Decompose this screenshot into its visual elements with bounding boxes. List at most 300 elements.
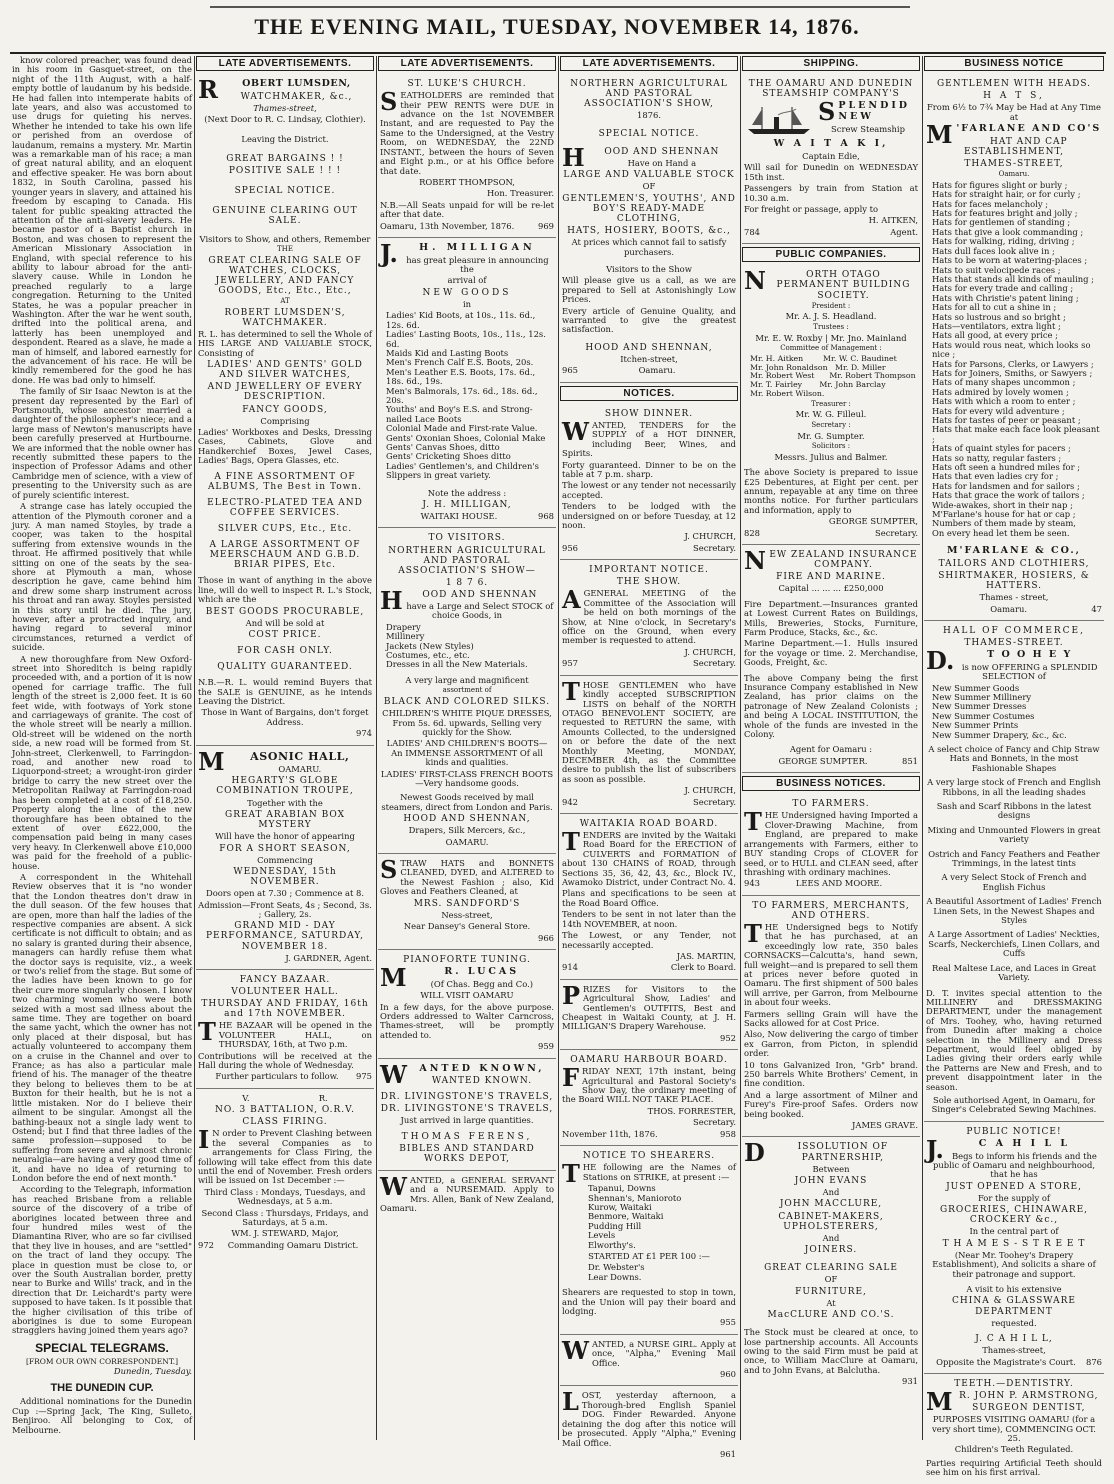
column-late-ads-3 <box>560 56 738 1459</box>
ad-body: ANTED, a GENERAL SERVANT and a NURSEMAID. Apply to Mrs. Allen, Bank of New Zealand, Oamaru. <box>380 1175 554 1214</box>
hat-line: On every head let them be seen. <box>932 527 1070 538</box>
ad-line: Mr. G. Sumpter. <box>797 430 865 441</box>
ad-line: Thames - street, <box>979 592 1049 603</box>
ad-line: At <box>826 1297 836 1308</box>
notices-header: NOTICES. <box>560 386 738 401</box>
ad-line: WEDNESDAY, 15th NOVEMBER. <box>233 867 337 888</box>
goods-item: Sash and Scarf Ribbons in the latest designs <box>936 801 1092 821</box>
news-paragraphs <box>12 56 192 1336</box>
goods-item: Jackets (New Styles) <box>386 640 474 651</box>
hat-line: Hats that grace the work of tailors ; <box>932 490 1085 501</box>
goods-item: A Beautiful Assortment of Ladies' French Linen Sets, in the Newest Shapes and Styles <box>926 896 1102 926</box>
goods-item: A select choice of Fancy and Chip Straw Hats and Bonnets, in the most Fashionable Shapes <box>928 743 1100 773</box>
ad-line: LADIES' AND GENTS' GOLD AND SILVER WATCHES, <box>207 360 363 381</box>
ad-title: IMPORTANT NOTICE. <box>589 565 709 576</box>
ad-line: requested. <box>991 1317 1037 1328</box>
ad-title: H. MILLIGAN <box>419 241 536 253</box>
ad-title: ISSOLUTION OF PARTNERSHIP, <box>797 1142 889 1163</box>
ad-line: C A H I L L <box>978 1137 1071 1149</box>
ad-signature: THOMAS FERENS, <box>401 1131 533 1142</box>
ad-line: FANCY GOODS, <box>242 404 328 415</box>
drop-cap: J. <box>380 238 398 268</box>
ad-line: FURNITURE, <box>795 1286 867 1297</box>
hat-line: Hats that stands all kinds of mauling ; <box>932 273 1094 284</box>
drop-cap: T <box>198 1017 216 1047</box>
ad-body: HE Undersigned having Imported a Clover-Drawing Machine, from England, are prepared to make arrangements with Farmers, either to BUY standing Crops of CLOVER for seed, or to HULL and CLEAN seed, after thrashing with ordinary machines. <box>744 810 918 877</box>
ad-line: THE SHOW. <box>616 577 682 588</box>
ad-steamship <box>742 74 920 244</box>
ad-title: SHOW DINNER. <box>604 408 694 419</box>
ad-benevolent <box>560 676 738 814</box>
hat-line: Hats for landsmen and for sailors ; <box>932 480 1080 491</box>
ad-fancy-bazaar <box>196 970 374 1089</box>
ad-number: 931 <box>902 1376 918 1387</box>
ad-signature: LEES AND MOORE. <box>795 878 883 889</box>
column-header: SHIPPING. <box>742 56 920 71</box>
hat-line: Hats with Christie's patent lining ; <box>932 292 1079 303</box>
ad-cahill <box>924 1122 1104 1374</box>
ad-line: WILL VISIT OAMARU <box>420 990 514 1001</box>
ad-line: N.B.—All Seats unpaid for will be re-let after that date. <box>380 199 554 220</box>
ad-line: AT <box>280 297 290 306</box>
ad-line: assortment of <box>442 686 492 695</box>
drop-cap: J. <box>926 1134 944 1164</box>
hat-line: Hats to be worn at watering-places ; <box>932 255 1088 266</box>
ad-line: in <box>462 298 472 309</box>
ad-title: NORTHERN AGRICULTURAL AND PASTORAL ASSOCIATION'S SHOW, <box>570 79 728 110</box>
ad-dentist <box>924 1374 1104 1484</box>
ad-line: THURSDAY AND FRIDAY, 16th and 17th NOVEMBER. <box>201 999 369 1020</box>
ad-line: Every article of Genuine Quality, and warranted to give the greatest satisfaction. <box>562 305 736 335</box>
drop-cap: R <box>198 75 218 105</box>
drop-cap: M <box>380 963 407 993</box>
ad-masonic-hall <box>196 746 374 970</box>
ad-title: NO. 3 BATTALION, O.R.V. <box>215 1105 355 1116</box>
ad-body: ANTED, TENDERS for the SUPPLY of a HOT DINNER, including Beer, Wines, and Spirits. <box>562 420 736 459</box>
ad-prizes <box>560 980 738 1050</box>
ad-body: ENDERS are invited by the Waitaki Road Board for the ERECTION of CULVERTS and FORMATION of about 130 CHAINS of ROAD, through Sections 35, 36, 42, 43, &c., Block IV., Awamoko District, under Contract No. 4. <box>562 830 736 888</box>
news-paragraph: know colored preacher, was found dead in his room in Gasquet-street, on the night of the 11th August, with a half-empty bottle of laudanum by his bedside. He had fallen into intemperate habits of late years, and also was accustomed to use drugs for quieting his nerves. Whether he intended to take his own life or perished from an overdose of laudanum, remains a mystery. Mr. Martin was a remarkable man of his race; a man of great natural ability, and an eloquent and effective speaker. He was born about 1832, in South Carolina, passed his younger years in slavery, and attained his freedom by escaping to Canada. His talent for public speaking attracted the attention of the anti-slavery leaders. He became pastor of a Baptist church in Boston, and was chosen to represent the American Missionary Association in England, with special reference to his ability to labour abroad for the anti-slavery cause. While in London he preached regularly to a large congregation. Returning to the United States, he was a popular preacher in Washington. After the war he went south, drifted into the political arena, and latterly has been unemployed and despondent. Reared as a slave, he made a man of himself, and labored earnestly for the advancement of his race. He will be kindly remembered for the good he has done. He was bad only to himself. <box>12 55 192 385</box>
column-shipping <box>742 56 920 1440</box>
ad-number: 968 <box>538 511 554 522</box>
drop-cap: T <box>744 807 762 837</box>
ad-line: Leaving the District. <box>241 133 329 144</box>
ad-nz-insurance <box>742 545 920 773</box>
ad-body: TRAW HATS and BONNETS CLEANED, DYED, and ALTERED to the Newest Fashion ; also, Kid Gloves and Feathers Cleaned, at <box>380 858 554 897</box>
ad-line: Together with the <box>247 797 323 808</box>
ad-line: BEST GOODS PROCURABLE, <box>205 606 365 617</box>
ad-to-visitors <box>378 528 556 854</box>
goods-item: Gents' Canvas Shoes, ditto <box>386 441 500 452</box>
goods-item: Colonial Made and First-rate Value. <box>386 423 538 434</box>
ad-line: Trustees : <box>813 322 849 331</box>
ad-line: STARTED AT £1 PER 100 :— <box>588 1251 710 1262</box>
ad-line: Just arrived in large quantities. <box>400 1115 534 1126</box>
ad-number: 972 <box>198 1239 214 1250</box>
ad-milligan <box>378 238 556 529</box>
ad-line: OF <box>642 181 656 192</box>
ad-line: NEW GOODS <box>422 287 512 298</box>
ad-line: SHIRTMAKER, HOSIERS, & HATTERS. <box>938 570 1090 592</box>
ad-line: Admission—Front Seats, 4s ; Second, 3s. ; Gallery, 2s. <box>198 899 372 919</box>
ad-farmers-merchants <box>742 896 920 1138</box>
ad-body: RIZES for Visitors to the Agricultural Show, Ladies' and Gentlemen's OUTFITS, Best and Cheapest in Waitaki County, at J. H. MILLIGAN'S Drapery Warehouse. <box>562 983 736 1032</box>
ad-st-lukes <box>378 74 556 238</box>
ad-signature: WM. J. STEWARD, Major, <box>231 1228 339 1239</box>
ad-line: A FINE ASSORTMENT OF ALBUMS, The Best in Town. <box>207 471 363 492</box>
ad-line: Tenders to be lodged with the undersigned on or before Tuesday, at 12 noon. <box>562 501 736 531</box>
ad-title: ORTH OTAGO PERMANENT BUILDING SOCIETY. <box>776 270 911 301</box>
ad-line: Drapers, Silk Mercers, &c., <box>408 825 526 836</box>
ad-line: Those in Want of Bargains, don't forget Address. <box>201 707 369 727</box>
ad-line: GENUINE CLEARING OUT SALE. <box>212 206 358 227</box>
ad-line: Contributions will be received at the Hall during the whole of Wednesday. <box>198 1050 372 1070</box>
cup-text: Additional nominations for the Dunedin Cup :—Spring Jack, The King, Sulleto, Benjiroo. All belonging to Cox, of Melbourne. <box>12 1396 192 1435</box>
station-item: Kurow, Waitaki <box>588 1201 652 1212</box>
ad-line: WAITAKI HOUSE. <box>420 511 498 522</box>
ad-line: Newest Goods received by mail steamers, direct from London and Paris. <box>381 792 553 812</box>
ad-important-notice <box>560 560 738 675</box>
ad-line: Captain Edie, <box>802 150 860 161</box>
committee-member: Mr. John Ronaldson Mr. D. Miller <box>750 362 886 372</box>
ad-title: EW ZEALAND INSURANCE COMPANY. <box>769 550 918 571</box>
ad-number: 960 <box>720 1369 736 1380</box>
ad-line: Marine Department.—1. Hulls insured for the voyage or time. 2. Merchandise, Goods, Freight, &c. <box>744 638 918 668</box>
ad-line: has great pleasure in announcing the <box>406 254 549 274</box>
hat-line: Hats admired by lovely women ; <box>932 386 1069 397</box>
ad-line: Visitors to the Show <box>606 264 692 274</box>
ad-nurse-girl <box>560 1335 738 1387</box>
drop-cap: H <box>562 142 585 172</box>
telegrams-title: SPECIAL TELEGRAMS. <box>35 1340 169 1355</box>
ad-line: ELECTRO-PLATED TEA AND COFFEE SERVICES. <box>207 497 363 518</box>
ad-line: Near Dansey's General Store. <box>403 921 531 932</box>
ad-line: Third Class : Mondays, Tuesdays, and Wednesdays, at 5 a.m. <box>204 1186 366 1207</box>
ad-line: Commencing <box>257 854 313 865</box>
ad-line: Comprising <box>260 415 310 426</box>
goods-item: Men's French Calf E.S. Boots, 20s. <box>386 357 534 368</box>
ad-line: FOR CASH ONLY. <box>237 646 333 657</box>
steamship-icon <box>744 103 814 137</box>
news-paragraph: A correspondent in the Whitehall Review observes that it is "no wonder that the London theatres don't draw in the dull season. Of the few houses that are open, more than half the ladies of the respective companies are absent. A sick certificate is not difficult to obtain; and as no salary is granted during their absence, managers can hardly refuse them what the doctor says is requisite, viz., a week or two's relief from the stage. But some of the ladies have been known to go for their cure more singularly chosen. I know two charming women who were both seized with a most sad illness about the same time. They are together on board the same yacht, which the owner has not only placed at their disposal, but has actually volunteered to accompany them on a cruise in the Channel and over to France; as has also a particular male friend of his. The manager of the theatre they belong to believes them to be at Buxton for their health, but he is not a little mistaken. Nor do I believe their ailment to be singular. Amongst all the bathing-beaux not a single lady went to Ostend; but I find that three ladies of the same profession—supposed to be suffering from severe and almost chronic neuralgia—are having a very good time of it, and have no idea of returning to London before the end of next month." <box>12 871 192 1183</box>
ad-signature: J. GARDNER, Agent. <box>285 952 372 963</box>
drop-cap: S <box>380 87 398 117</box>
hat-line: Hats for all to cut a shine in ; <box>932 302 1057 313</box>
goods-item: Ladies' Gentlemen's, and Children's Slippers in great variety. <box>386 460 539 481</box>
ad-line: Shearers are requested to stop in town, and the Union will pay their board and lodging. <box>562 1287 736 1317</box>
ad-line: Treasurer : <box>811 399 851 408</box>
ad-line: AND JEWELLERY OF EVERY DESCRIPTION. <box>207 382 363 403</box>
ad-agricultural-show <box>560 74 738 383</box>
ad-line: CLASS FIRING. <box>242 1117 328 1128</box>
hats-list <box>926 181 1102 538</box>
drop-cap: H <box>380 585 403 615</box>
ad-line: GENTLEMEN'S, YOUTHS', AND BOY'S READY-MADE CLOTHING, <box>562 193 736 225</box>
ad-body: GENERAL MEETING of the Committee of the Association will be held on both mornings of the Show, at Nine o'clock, in Secretary's office on the Ground, when every member is requested to attend. <box>562 588 736 646</box>
ad-title: PIANOFORTE TUNING. <box>403 954 531 965</box>
ad-line: SPECIAL NOTICE. <box>598 128 700 139</box>
ad-line: GROCERIES, CHINAWARE, CROCKERY &c., <box>939 1205 1089 1226</box>
ad-line: 10 tons Galvanized Iron, "Grb" brand. 250 barrels White Brothers' Cement, in fine condition. <box>744 1059 918 1089</box>
hat-line: Hats dull faces look alive in ; <box>932 245 1055 256</box>
ad-line: SPECIAL NOTICE. <box>234 186 336 197</box>
ad-number: 966 <box>538 932 554 943</box>
ad-line: Sole authorised Agent, in Oamaru, for Singer's Celebrated Sewing Machines. <box>931 1094 1097 1115</box>
hat-line: Hats so lustrous and so bright ; <box>932 311 1066 322</box>
ad-line: And <box>822 1232 840 1243</box>
ad-line: The lowest or any tender not necessarily accepted. <box>562 480 736 500</box>
ad-title: FANCY BAZAAR. <box>239 975 331 986</box>
ad-title: TO FARMERS. <box>792 799 870 810</box>
goods-item: Dresses in all the New Materials. <box>386 659 528 670</box>
ad-line: CHILDREN'S WHITE PIQUE DRESSES, From 5s. 6d. upwards, Selling very quickly for the Show. <box>382 708 552 737</box>
ad-line: Ness-street, <box>441 909 493 920</box>
ad-line: GREAT BARGAINS ! ! <box>226 154 344 165</box>
hat-line: Hats that make each face look pleasant ; <box>932 424 1100 444</box>
summer-goods-list <box>926 684 1102 740</box>
ad-line: In the central part of <box>969 1226 1059 1237</box>
column-header: LATE ADVERTISEMENTS. <box>378 56 556 71</box>
hat-line: Hats for straight hair, or for curly ; <box>932 189 1081 200</box>
ad-number: 942 <box>562 796 578 807</box>
top-rule <box>210 6 910 8</box>
drop-cap: W <box>380 1059 407 1089</box>
station-item: Benmore, Waitaki <box>588 1211 664 1222</box>
ad-number: 784 <box>744 226 760 237</box>
column-rule <box>740 56 741 1440</box>
ad-line: GREAT CLEARING SALE <box>764 1263 898 1274</box>
ad-line: TAILORS AND CLOTHIERS, <box>938 558 1090 569</box>
news-paragraph: The family of Sir Isaac Newton is at the present day represented by the Earl of Portsmouth, whose ancestor married a daughter of the philosopher's niece; and a large mass of Newton's manuscripts have been carefully preserved at Hurtbourne. We are informed that the noble owner has recently submitted these papers to the inspection of Professor Adams and other Cambridge men of science, with a view of presenting to the University such as are of purely scientific interest. <box>12 386 192 500</box>
hat-line: Hats oft seen a hundred miles for ; <box>932 462 1081 473</box>
goods-item: A Large Assortment of Ladies' Neckties, Scarfs, Neckerchiefs, Linen Collars, and Cuffs <box>928 929 1100 959</box>
ad-line: Oamaru. <box>998 170 1030 179</box>
ad-number: 876 <box>1086 1356 1102 1367</box>
goods-list <box>380 311 554 480</box>
ad-line: BIBLES AND STANDARD WORKS DEPOT, <box>399 1143 535 1164</box>
station-item: Pudding Hill <box>588 1220 642 1231</box>
ad-body: OST, yesterday afternoon, a Thorough-bred English Spaniel DOG. Finder Rewarded. Anyone detaining the dog after this notice will be prosecuted. Apply "Alpha," Evening Mail Office. <box>562 1390 736 1448</box>
drop-cap: W <box>562 1335 589 1365</box>
ad-number: 943 <box>744 878 760 889</box>
ad-line: PLENDID NEW <box>838 100 911 122</box>
ad-line: For the supply of <box>977 1192 1051 1203</box>
ad-title: H A T S, <box>983 91 1045 102</box>
ad-line: HAT AND CAP ESTABLISHMENT, <box>963 136 1068 157</box>
drop-cap: S <box>380 855 398 885</box>
drop-cap: I <box>198 1125 210 1155</box>
ad-signature: H. AITKEN, <box>868 215 918 226</box>
news-paragraph: According to the Telegraph, information has reached Brisbane from a reliable source of the discovery of a tribe of aborigines located between three and four hundred miles west of the Diamantina River, who are so far civilised that they live in houses, and are "settled" on the tract of land they occupy. The place in question must be close to, or over the South Australian border, pretty near to Burke and Wills' track, and in the direction that Dr. Leichardt's party were supposed to have taken. Is it possible that the higher civilisation of this tribe of aborigines is due to some European stragglers having joined them years ago? <box>12 1184 192 1336</box>
drop-cap: W <box>562 417 589 446</box>
ad-signature: JAS. MARTIN, <box>676 950 736 961</box>
ad-line: SILVER CUPS, Etc., Etc. <box>217 523 353 534</box>
station-item: Dr. Webster's <box>588 1262 645 1273</box>
committee-member: Mr. Robert West Mr. Robert Thompson <box>750 371 916 381</box>
ad-line: OOD AND SHENNAN <box>422 589 538 600</box>
hat-line: Hats of many shapes uncommon ; <box>932 377 1076 388</box>
column-late-ads-1 <box>196 56 374 1440</box>
goods-item: A very large stock of French and English Ribbons, in all the leading shades <box>927 777 1101 797</box>
ad-body: HE following are the Names of Stations on STRIKE, at present :— <box>582 1162 736 1182</box>
ad-line: SURGEON DENTIST, <box>972 1403 1086 1414</box>
hat-line: Numbers of them made by steam, <box>932 518 1076 529</box>
ad-line: The Lowest, or any Tender, not necessarily accepted. <box>562 930 736 950</box>
hat-line: Hats for Joiners, Smiths, or Sawyers ; <box>932 367 1093 378</box>
drop-cap: F <box>562 1063 580 1093</box>
ad-line: Secretary. <box>693 542 736 553</box>
ad-line: Hon. Treasurer. <box>487 188 554 199</box>
goods-item: Drapery <box>386 621 421 632</box>
drop-cap: S <box>818 97 836 127</box>
public-companies-header: PUBLIC COMPANIES. <box>742 247 920 262</box>
ad-line: Solicitors : <box>811 442 851 450</box>
goods-item: New Summer Drapery, &c., &c. <box>932 729 1067 740</box>
ad-line: Will have the honor of appearing <box>215 831 355 842</box>
goods-item: Gents' Oxonian Shoes, Colonial Make <box>386 432 546 443</box>
ad-line: (Next Door to R. C. Lindsay, Clothier). <box>204 114 366 125</box>
stations-list <box>562 1184 736 1250</box>
ad-line: Passengers by train from Station at 10.30 a.m. <box>744 183 918 203</box>
ad-line: 'FARLANE AND CO'S <box>956 123 1102 135</box>
ad-number: 914 <box>562 962 578 973</box>
ad-line: NORTHERN AGRICULTURAL AND PASTORAL ASSOCIATION'S SHOW— <box>388 545 546 576</box>
ad-piano-tuning <box>378 950 556 1059</box>
ad-line: Messrs. Julius and Balmer. <box>774 451 888 462</box>
ad-line: Secretary. <box>875 527 918 538</box>
goods-item: Ostrich and Fancy Feathers and Feather Trimmings, in the latest tints <box>928 848 1100 869</box>
column-header: BUSINESS NOTICE <box>924 56 1104 71</box>
ad-number: 961 <box>720 1448 736 1459</box>
ad-line: Thames-street, <box>253 102 317 113</box>
ad-title: NOTICE TO SHEARERS. <box>582 1151 716 1162</box>
ad-line: MacCLURE AND CO.'S. <box>767 1310 895 1321</box>
drop-cap: M <box>926 120 953 150</box>
column-rule <box>376 56 377 1440</box>
ad-number: 957 <box>562 658 578 669</box>
ad-line: And a large assortment of Milner and Furey's Fire-proof Safes. Orders now being booked. <box>744 1089 918 1119</box>
goods-list <box>380 623 554 670</box>
committee-member: Mr. H. Aitken Mr. W. C. Baudinet <box>750 353 897 363</box>
ad-signature: J. CHURCH, <box>684 531 736 542</box>
column-rule <box>194 56 195 1440</box>
ad-straw-hats <box>378 854 556 950</box>
ad-signature: ROBERT THOMPSON, <box>419 176 515 187</box>
hat-line: Hats for walking, riding, driving ; <box>932 236 1075 247</box>
drop-cap: N <box>744 266 766 296</box>
ad-title: ST. LUKE'S CHURCH. <box>407 79 527 90</box>
ad-harbour-board <box>560 1050 738 1146</box>
goods-item: New Summer Goods <box>932 682 1020 693</box>
ad-title: ASONIC HALL, <box>250 749 350 763</box>
ad-line: Those in want of anything in the above line, will do well to inspect R. L.'s Stock, which are the <box>198 575 372 605</box>
ad-line: November 11th, 1876. <box>562 1128 658 1139</box>
ad-line: GREAT ARABIAN BOX MYSTERY <box>225 809 345 831</box>
ad-line: Further particulars to follow. <box>215 1071 339 1082</box>
hat-line: Hats so natty, regular fasters ; <box>932 452 1062 463</box>
committee-member: Mr. T. Fairley Mr. John Barclay <box>750 380 886 390</box>
ad-line: Committee of Management : <box>780 344 882 353</box>
ad-number: 965 <box>562 365 578 376</box>
ad-body: EATHOLDERS are reminded that their PEW RENTS were DUE in advance on the 1st NOVEMBER Instant, and are requested to Pay the Same to the Undersigned, at the Vestry Room, on WEDNESDAY, the 22ND INSTANT., between the hours of Seven and Eight p.m., or at his Office before that date. <box>380 90 554 176</box>
drop-cap: T <box>562 676 580 706</box>
ad-line: DR. LIVINGSTONE'S TRAVELS, <box>380 1104 554 1115</box>
hat-line: Hats for tastes of peer or peasant ; <box>932 415 1081 425</box>
hat-line: Hats of quaint styles for pacers ; <box>932 443 1071 454</box>
goods-items <box>926 745 1102 983</box>
ad-number: 975 <box>356 1071 372 1082</box>
ad-title: ANTED KNOWN, <box>419 1062 545 1074</box>
column-header: LATE ADVERTISEMENTS. <box>196 56 374 71</box>
ad-line: T O O H E Y <box>987 649 1073 661</box>
hat-line: Hats for every wild adventure ; <box>932 405 1065 416</box>
ad-line: FIRE AND MARINE. <box>776 572 886 583</box>
goods-item: New Summer Costumes <box>932 710 1035 721</box>
hat-line: Hats for features bright and jolly ; <box>932 208 1078 219</box>
ad-body: HOSE GENTLEMEN who have kindly accepted SUBSCRIPTION LISTS on behalf of the NORTH OTAGO BENEVOLENT SOCIETY, are requested to RETURN the same, with Amounts Collected, to the undersigned on or before the date of the next Monthly Meeting, MONDAY, DECEMBER 4th, as the Committee desire to publish the list of subscribers as soon as possible. <box>562 679 736 784</box>
ad-line: Fire Department.—Insurances granted at Lowest Current Rates on Buildings, Mills, Breweries, Stocks, Furniture, Farm Produce, Stacks, &c., &c. <box>744 598 918 637</box>
ad-line: V. R. <box>242 1092 328 1103</box>
ad-line: Secretary. <box>693 1117 736 1128</box>
goods-item: New Summer Dresses <box>932 701 1027 712</box>
goods-item: Ladies' Lasting Boots, 10s., 11s., 12s. 6d. <box>386 329 546 349</box>
ad-line: 1876. <box>637 110 661 121</box>
ad-line: GENTLEMEN WITH HEADS. <box>936 79 1092 90</box>
goods-item: Men's Balmorals, 17s. 6d., 18s. 6d., 20s. <box>386 385 538 405</box>
ad-line: Farmers selling Grain will have the Sacks allowed for at Cost Price. <box>744 1008 918 1028</box>
drop-cap: A <box>562 585 581 615</box>
ad-line: For freight or passage, apply to <box>744 204 879 214</box>
hat-line: Hats for Parsons, Clerks, or Lawyers ; <box>932 358 1094 369</box>
ad-line: FOR A SHORT SEASON, <box>219 843 351 854</box>
ad-notice-to-shearers <box>560 1146 738 1335</box>
ad-line: Also, Now delivering the cargo of timber ex Garron, from Picton, in splendid order. <box>744 1029 918 1059</box>
ad-title: TO VISITORS. <box>428 533 506 544</box>
ad-wanted-known <box>378 1059 556 1172</box>
ad-signature: GEORGE SUMPTER, <box>828 516 918 527</box>
hat-line: Hats for gentlemen of standing ; <box>932 217 1071 228</box>
ad-line: Mr. W. G. Filleul. <box>795 409 867 420</box>
ad-number: 828 <box>744 527 760 538</box>
column-header: LATE ADVERTISEMENTS. <box>560 56 738 71</box>
ad-line: W A I T A K I, <box>773 138 889 150</box>
ad-line: Commanding Oamaru District. <box>227 1239 359 1250</box>
station-item: Elworthy's. <box>588 1239 636 1250</box>
ad-number: 969 <box>538 220 554 231</box>
ad-waitakia-road-board <box>560 814 738 980</box>
hat-line: Hats that give a look commanding ; <box>932 226 1084 237</box>
drop-cap: P <box>562 980 581 1010</box>
capital-value: £250,000 <box>843 583 884 594</box>
ad-title: WAITAKIA ROAD BOARD. <box>579 818 719 829</box>
ad-line: Secretary. <box>693 796 736 807</box>
ad-body: D. T. invites special attention to the MILLINERY and DRESSMAKING DEPARTMENT, under the management of Mrs. Toohey, who, having returned from Dunedin after making a choice selection in the Millinery and Dress Department, would feel obliged by Ladies giving their orders early while the Patterns are New and Fresh, and to prevent disappointment later in the season. <box>926 987 1102 1092</box>
ad-line: OAMARU. <box>278 763 322 774</box>
ad-line: DR. LIVINGSTONE'S TRAVELS, <box>380 1092 554 1103</box>
ad-body: RIDAY NEXT, 17th instant, being Agricultural and Pastoral Society's Show Day, the ordinary meeting of the Board WILL NOT TAKE PLACE. <box>562 1066 736 1105</box>
drop-cap: M <box>198 746 225 776</box>
ad-line: Itchen-street, <box>620 353 678 364</box>
ad-body: In a few days, for the above purpose. Orders addressed to Walter Carncross, Thames-street, will be promptly attended to. <box>380 1001 554 1040</box>
ad-line: Doors open at 7.30 ; Commence at 8. <box>206 888 364 899</box>
drop-cap: N <box>744 546 766 576</box>
hat-line: Hats to suit velocipede races ; <box>932 264 1061 275</box>
ad-number: 958 <box>720 1128 736 1139</box>
ad-mfarlane-hats <box>924 74 1104 621</box>
ad-signature: J. CHURCH, <box>684 785 736 796</box>
ad-line: Children's Teeth Regulated. <box>954 1444 1074 1455</box>
goods-item: Mixing and Unmounted Flowers in great variety <box>927 824 1101 845</box>
